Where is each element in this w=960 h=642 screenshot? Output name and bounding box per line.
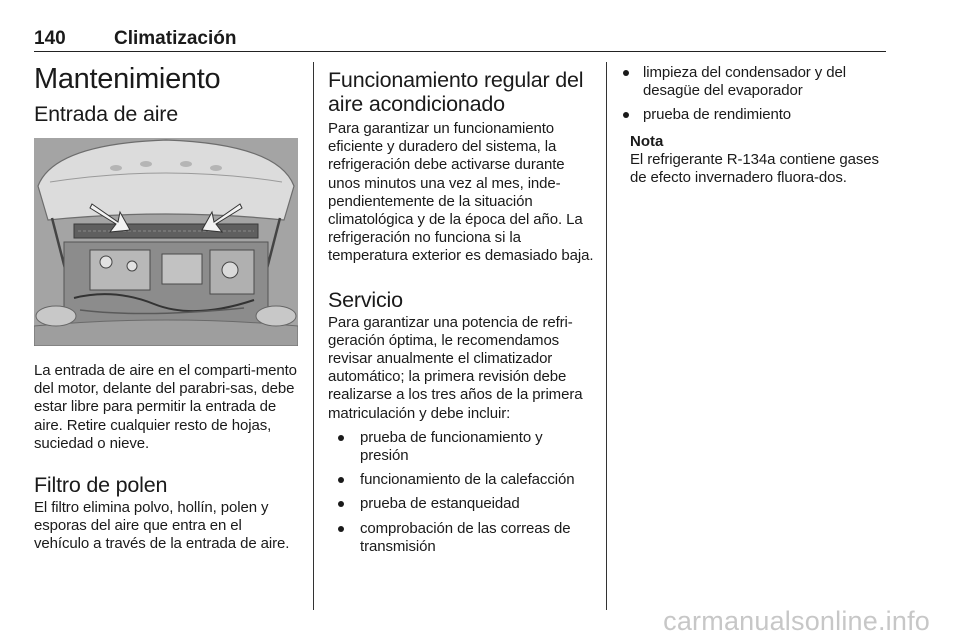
- column-2: [328, 60, 594, 556]
- heading-ac-regular-operation: Funcionamiento regular del aire acondicionado: [328, 68, 584, 116]
- watermark: carmanualsonline.info: [663, 606, 930, 636]
- column-divider-2: [606, 62, 607, 610]
- bullet-icon: [338, 526, 344, 532]
- air-intake-text: La entrada de aire en el comparti-mento del motor, delante del parabri-sas, debe estar libre para permitir la entrada de aire. Retire cualquier resto de hojas, suciedad o nieve.: [34, 362, 297, 452]
- bullet-icon: [338, 501, 344, 507]
- list-item: funcionamiento de la calefacción: [328, 471, 594, 489]
- heading-service: Servicio: [328, 287, 403, 312]
- page-header: [34, 26, 886, 52]
- pollen-filter-text: El filtro elimina polvo, hollín, polen y esporas del aire que entra en el vehículo a través de la entrada de aire.: [34, 499, 290, 553]
- ac-operation-text: Para garantizar un funcionamiento eficiente y duradero del sistema, la refrigeración debe activarse durante unos minutos una vez al mes, inde-pendientemente de la situación climatológica y de la época del año. La refrigeración no funciona si la temperatura exterior es demasiado baja.: [328, 120, 594, 265]
- section-title-mantenimiento: Mantenimiento: [34, 63, 221, 95]
- service-checklist: [328, 429, 594, 556]
- column-divider-1: [313, 62, 314, 610]
- list-item: prueba de estanqueidad: [328, 495, 594, 513]
- list-item: prueba de rendimiento: [621, 106, 891, 124]
- chapter-title: Climatización: [114, 28, 237, 49]
- list-item: limpieza del condensador y del desagüe del evaporador: [621, 64, 891, 100]
- list-item: comprobación de las correas de transmisión: [328, 520, 594, 556]
- note-text: El refrigerante R-134a contiene gases de efecto invernadero fluora-dos.: [630, 150, 879, 186]
- bullet-icon: [623, 112, 629, 118]
- page-number: 140: [34, 28, 66, 49]
- column-1: [34, 60, 300, 554]
- heading-air-intake: Entrada de aire: [34, 102, 179, 126]
- engine-bay-illustration: [34, 138, 298, 346]
- bullet-icon: [338, 477, 344, 483]
- bullet-icon: [623, 70, 629, 76]
- column-3: [621, 60, 891, 187]
- note-label: Nota: [630, 132, 664, 150]
- service-checklist-continued: [621, 64, 891, 125]
- bullet-icon: [338, 435, 344, 441]
- heading-pollen-filter: Filtro de polen: [34, 473, 168, 498]
- list-item: prueba de funcionamiento y presión: [328, 429, 594, 465]
- service-text: Para garantizar una potencia de refri-geración óptima, le recomendamos revisar anualmente el climatizador automático; la primera revisión debe realizarse a los tres años de la primera matriculación y debe incluir:: [328, 313, 583, 422]
